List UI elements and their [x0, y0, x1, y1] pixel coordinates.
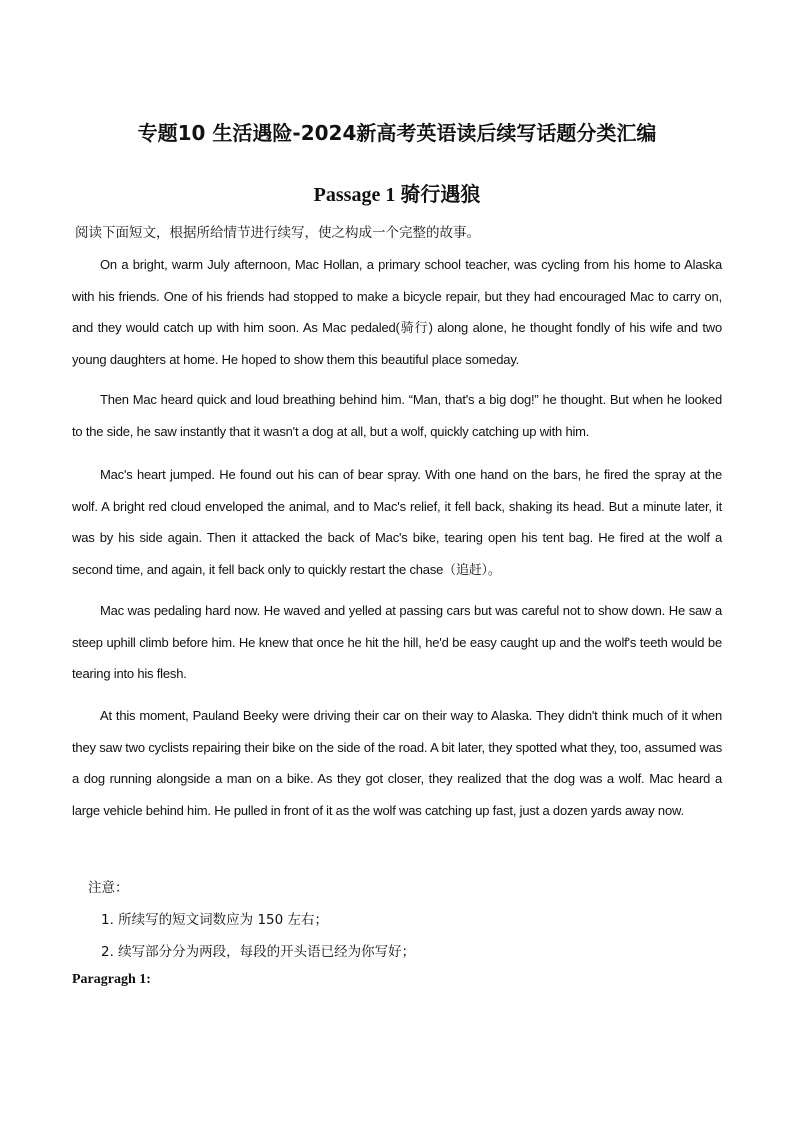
passage-title: Passage 1 骑行遇狼 [313, 184, 481, 206]
notes-label: 注意： [88, 880, 129, 896]
passage-paragraph-1: On a bright, warm July afternoon, Mac Hollan, a primary school teacher, was cycling from his home to Alaska with his friends. One of his friends had stopped to make a bicycle repair, but they had encouraged Mac to carry on, and they would catch up with him soon. As Mac pedaled(骑行) along alone, he thought fondly of his wife and two young daughters at home. He hoped to show them this beautiful place someday. [72, 257, 722, 367]
note-item-1: 1. 所续写的短文词数应为 150 左右； [101, 912, 329, 928]
continuation-paragraph-label: Paragragh 1: [72, 972, 151, 987]
passage-paragraph-2: Then Mac heard quick and loud breathing behind him. “Man, that's a big dog!” he thought. But when he looked to the side, he saw instantly that it wasn't a dog at all, but a wolf, quickly catching up with him. [72, 392, 722, 439]
passage-paragraph-4: Mac was pedaling hard now. He waved and yelled at passing cars but was careful not to show down. He saw a steep uphill climb before him. He knew that once he hit the hill, he'd be easy caught up and the wolf's teeth would be tearing into his flesh. [72, 603, 722, 681]
document-title: 专题10 生活遇险-2024新高考英语读后续写话题分类汇编 [137, 121, 657, 145]
passage-paragraph-5: At this moment, Pauland Beeky were driving their car on their way to Alaska. They didn't think much of it when they saw two cyclists repairing their bike on the side of the road. A bit later, they spotted what they, too, assumed was a dog running alongside a man on a bike. As they got closer, they realized that the dog was a wolf. Mac heard a large vehicle behind him. He pulled in front of it as the wolf was catching up fast, just a dozen yards away now. [72, 708, 722, 818]
passage-paragraph-3: Mac's heart jumped. He found out his can of bear spray. With one hand on the bars, he fired the spray at the wolf. A bright red cloud enveloped the animal, and to Mac's relief, it fell back, shaking its head. But a minute later, it was by his side again. Then it attacked the back of Mac's bike, tearing open his tent bag. He fired at the wolf a second time, and again, it fell back only to quickly restart the chase（追赶）。 [72, 467, 722, 577]
note-item-2: 2. 续写部分分为两段，每段的开头语已经为你写好； [101, 944, 416, 960]
task-instruction: 阅读下面短文，根据所给情节进行续写，使之构成一个完整的故事。 [75, 225, 480, 241]
